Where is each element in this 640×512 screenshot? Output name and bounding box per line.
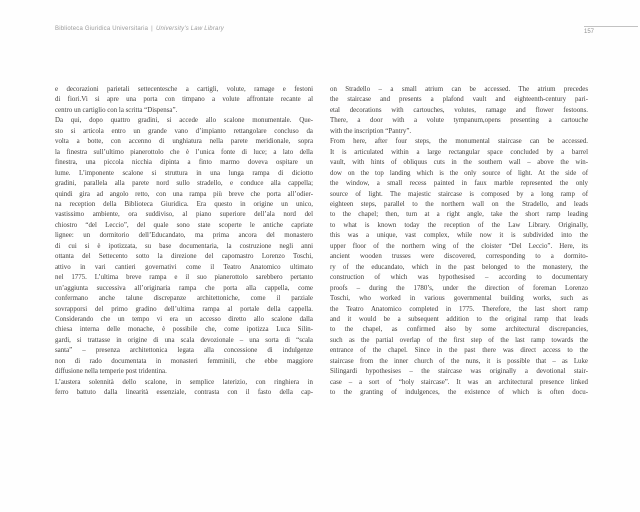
- text-line: to what is known today the reception of the Law Library. Originally,: [330, 221, 588, 229]
- text-line: case – a sort of “holy staircase”. It was an architectural presence linked: [330, 378, 588, 386]
- text-line: Silingardi hypothesises – the staircase was originally a devotional stair-: [330, 368, 588, 376]
- text-line: From here, after four steps, the monumental staircase can be accessed.: [330, 138, 588, 146]
- paragraph: [330, 85, 588, 137]
- text-line: It is articulated within a large rectangular space concluded by a barrel: [330, 148, 588, 156]
- text-line: lignee: un dormitorio dell’Educandato, ma prima ancora del monastero: [55, 232, 313, 240]
- text-line: diffusione nella temperie post tridentina.: [55, 368, 167, 376]
- text-line: chiostro “del Leccio”, del quale sono state scoperte le antiche capriate: [55, 221, 313, 229]
- text-line: ferro battuto dalla linearità essenziale, contrasta con il fasto della cap-: [55, 389, 313, 397]
- text-line: upper floor of the northern wing of the cloister “Del Leccio”. Here, its: [330, 242, 588, 250]
- header-subtitle: University’s Law Library: [155, 26, 224, 32]
- text-line: nel 1775. L’ultima breve rampa e il suo pianerottolo sarebbero pertanto: [55, 274, 313, 282]
- text-line: centro un cartiglio con la scritta “Dispensa”.: [55, 106, 178, 114]
- header-separator: |: [151, 26, 153, 32]
- paragraph: [55, 85, 313, 116]
- text-line: staircase from the inner church of the nuns, it is possible that – as Luke: [330, 357, 588, 365]
- text-line: vault, with hints of obliquus cuts in the southern wall – above the win-: [330, 159, 588, 167]
- text-line: the window, a small recess painted in faux marble represented the only: [330, 180, 588, 188]
- text-line: with the inscription “Pantry”.: [330, 127, 412, 135]
- text-line: Considerando che un tempo vi era un accesso diretto allo scalone dalla: [55, 315, 313, 323]
- text-line: sovrapporsi del primo gradino dell’ultima rampa al portale della cappella.: [55, 305, 313, 313]
- text-line: na reception della Biblioteca Giuridica. Era questo in origine un unico,: [55, 200, 313, 208]
- text-line: un’aggiunta successiva all’originaria rampa che porta alla cappella, come: [55, 284, 313, 292]
- text-line: ancient wooden trusses were discovered, corresponding to a dormito-: [330, 253, 588, 261]
- text-line: dow on the top landing which is the only source of light. At the side of: [330, 169, 588, 177]
- text-line: entrance of the chapel. Since in the past there was direct access to the: [330, 347, 588, 355]
- text-line: to the chapel, as confirmed also by some architectural discrepancies,: [330, 326, 588, 334]
- text-line: proofs – during the 1780’s, under the direction of foreman Lorenzo: [330, 284, 588, 292]
- text-line: santa” – presenza architettonica legata alla concessione di indulgenze: [55, 347, 313, 355]
- text-line: to the granting of indulgences, the existence of which is often docu-: [330, 389, 588, 397]
- text-line: Toschi, who worked in various governmental building works, such as: [330, 295, 588, 303]
- header-series-title: Biblioteca Giuridica Universitaria: [55, 26, 149, 32]
- folio-block: [584, 26, 638, 35]
- text-line: Da qui, dopo quattro gradini, si accede allo scalone monumentale. Que-: [55, 117, 313, 125]
- paragraph: [55, 378, 313, 399]
- text-line: confermano anche talune discrepanze architettoniche, come il parziale: [55, 295, 313, 303]
- text-line: such as the partial overlap of the first step of the last ramp towards the: [330, 336, 588, 344]
- text-line: on Stradello – a small atrium can be accessed. The atrium precedes: [330, 86, 588, 93]
- text-line: and it would be a subsequent addition to the original ramp that leads: [330, 315, 588, 323]
- text-line: source of light. The majestic staircase is composed by a long ramp of: [330, 190, 588, 198]
- text-line: There, a door with a volute tympanum,opens presenting a cartouche: [330, 117, 588, 125]
- text-line: ottanta del Settecento sotto la direzione del capomastro Lorenzo Toschi,: [55, 253, 313, 261]
- text-line: sto si articola entro un grande vano d’impianto rettangolare concluso da: [55, 127, 313, 135]
- text-line: volta a botte, con accenno di unghiatura nella parete meridionale, sopra: [55, 138, 313, 146]
- text-line: the staircase and presents a plafond vault and eighteenth-century pari-: [330, 96, 588, 104]
- page-number: 157: [584, 29, 595, 35]
- column-italian: [55, 85, 313, 399]
- paragraph: [55, 116, 313, 377]
- paragraph: [330, 137, 588, 398]
- column-english: [330, 85, 588, 399]
- text-line: gardi, si trattasse in origine di una scala devozionale – una sorta di “scala: [55, 336, 313, 344]
- running-header: [55, 26, 224, 32]
- text-line: chiesa interna delle monache, è possibile che, come ipotizza Luca Silin-: [55, 326, 313, 334]
- text-line: to the chapel; then, turn at a right angle, take the short ramp leading: [330, 211, 588, 219]
- text-line: eighteen steps, parallel to the northern wall on the Stradello, and leads: [330, 200, 588, 208]
- text-line: L’austera solennità dello scalone, in semplice laterizio, con ringhiera in: [55, 378, 313, 386]
- text-line: ry of the educandato, which in the past belonged to the monastery, the: [330, 263, 588, 271]
- text-line: la finestra sull’ultimo pianerottolo che è l’unica fonte di luce; a lato della: [55, 148, 313, 156]
- text-line: quindi gira ad angolo retto, con una rampa più breve che porta all’odier-: [55, 190, 313, 198]
- text-line: attivo in vari cantieri governativi come il Teatro Anatomico ultimato: [55, 263, 313, 271]
- text-line: construction of which was hypothesised – according to documentary: [330, 274, 588, 282]
- text-line: e decorazioni parietali settecentesche a cartigli, volute, ramage e festoni: [55, 86, 313, 93]
- folio-rule: [584, 26, 638, 27]
- text-columns: [55, 85, 588, 399]
- text-line: di cui si è ipotizzata, su base documentaria, la costruzione negli anni: [55, 242, 313, 250]
- text-line: di fiori.Vi si apre una porta con timpano a volute affrontate recante al: [55, 96, 313, 104]
- text-line: gradini, parallela alla parete nord sullo stradello, e conduce alla cappella;: [55, 180, 313, 188]
- text-line: finestra, una piccola nicchia dipinta a finto marmo doveva ospitare un: [55, 159, 313, 167]
- text-line: the Teatro Anatomico completed in 1775. Therefore, the last short ramp: [330, 305, 588, 313]
- text-line: non di rado documentata in monasteri femminili, che ebbe maggiore: [55, 357, 313, 365]
- text-line: lume. L’imponente scalone si struttura in una lunga rampa di diciotto: [55, 169, 313, 177]
- text-line: this was a unique, vast complex, while now it is subdivided into the: [330, 232, 588, 240]
- text-line: vastissimo ambiente, ora suddiviso, al piano superiore dell’ala nord del: [55, 211, 313, 219]
- text-line: etal decorations with cartouches, volutes, ramage and flower festoons.: [330, 106, 588, 114]
